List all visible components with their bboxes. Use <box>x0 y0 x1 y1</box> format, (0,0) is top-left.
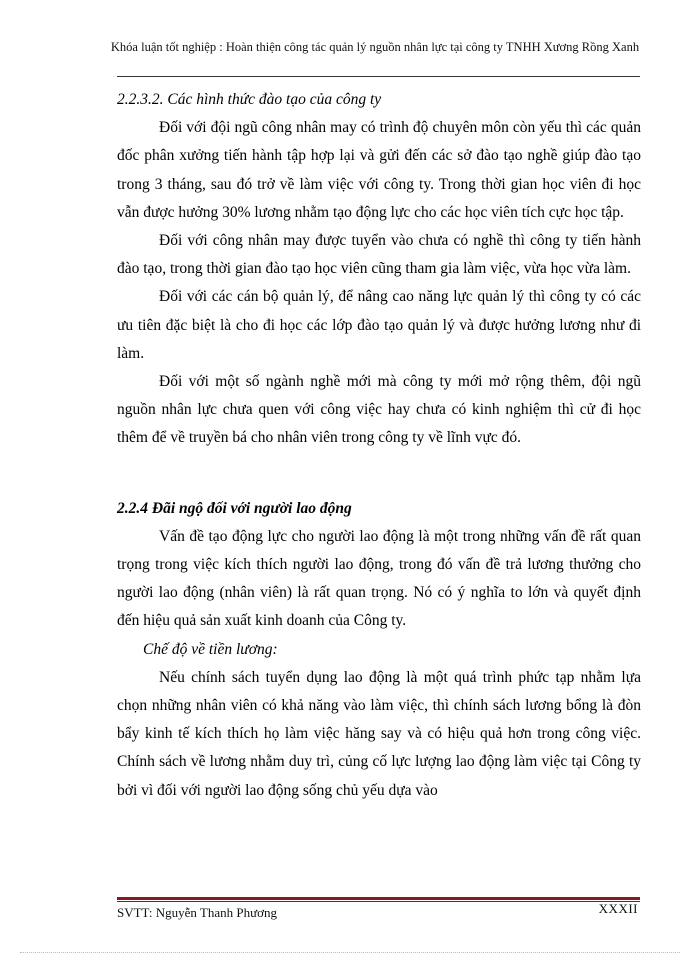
footer-divider-thick <box>117 897 640 900</box>
section-spacer <box>117 453 641 495</box>
paragraph: Đối với các cán bộ quản lý, để nâng cao năng lực quản lý thì công ty có các ưu tiên đặc biệt là cho đi học các lớp đào tạo quản lý và được hưởng lương như đi làm. <box>117 288 641 362</box>
footer-author: SVTT: Nguyễn Thanh Phương <box>117 905 277 920</box>
page-bottom-dotted-line <box>20 952 680 953</box>
paragraph: Vấn đề tạo động lực cho người lao động là một trong những vấn đề rất quan trọng trong việc kích thích người lao động, trong đó vấn đề trả lương thưởng cho người lao động (nhân viên) là rất quan trọng. Nó có ý nghĩa to lớn và quyết định đến hiệu quả sản xuất kinh doanh của Công ty. <box>117 527 641 630</box>
paragraph: Đối với công nhân may được tuyển vào chưa có nghề thì công ty tiến hành đào tạo, trong thời gian đào tạo học viên cũng tham gia làm việc, vừa học vừa làm. <box>117 232 641 278</box>
section-title: 2.2.4 Đãi ngộ đối với người lao động <box>117 499 352 517</box>
paragraph: Đối với một số ngành nghề mới mà công ty mới mở rộng thêm, đội ngũ nguồn nhân lực chưa quen với công việc hay chưa có kinh nghiệm thì cử đi học thêm để về truyền bá cho nhân viên trong công ty về lĩnh vực đó. <box>117 373 641 447</box>
paragraph: Nếu chính sách tuyển dụng lao động là một quá trình phức tạp nhằm lựa chọn những nhân viên có khả năng vào làm việc, thì chính sách lương bổng là đòn bẩy kinh tế kích thích họ làm việc hăng say và có hiệu quả hơn trong công việc. Chính sách về lương nhằm duy trì, củng cố lực lượng lao động làm việc tại Công ty bởi vì đối với người lao động sống chủ yếu dựa vào <box>117 668 641 799</box>
subsection-title: 2.2.3.2. Các hình thức đào tạo của công ty <box>117 91 382 108</box>
footer-divider-thin <box>117 901 640 902</box>
header-divider <box>117 76 640 77</box>
page-number: XXXII <box>598 901 638 916</box>
page-header: Khóa luận tốt nghiệp : Hoàn thiện công tác quản lý nguồn nhân lực tại công ty TNHH Xương Rồng Xanh <box>110 40 640 54</box>
document-body <box>117 86 641 805</box>
paragraph: Đối với đội ngũ công nhân may có trình độ chuyên môn còn yếu thì các quản đốc phân xưởng tiến hành tập hợp lại và gửi đến các sở đào tạo nghề giúp đào tạo trong 3 tháng, sau đó trở về làm việc với công ty. Trong thời gian học viên đi học vẫn được hưởng 30% lương nhằm tạo động lực cho các học viên tích cực học tập. <box>117 119 641 221</box>
salary-policy-label: Chế độ về tiền lương: <box>143 640 278 658</box>
